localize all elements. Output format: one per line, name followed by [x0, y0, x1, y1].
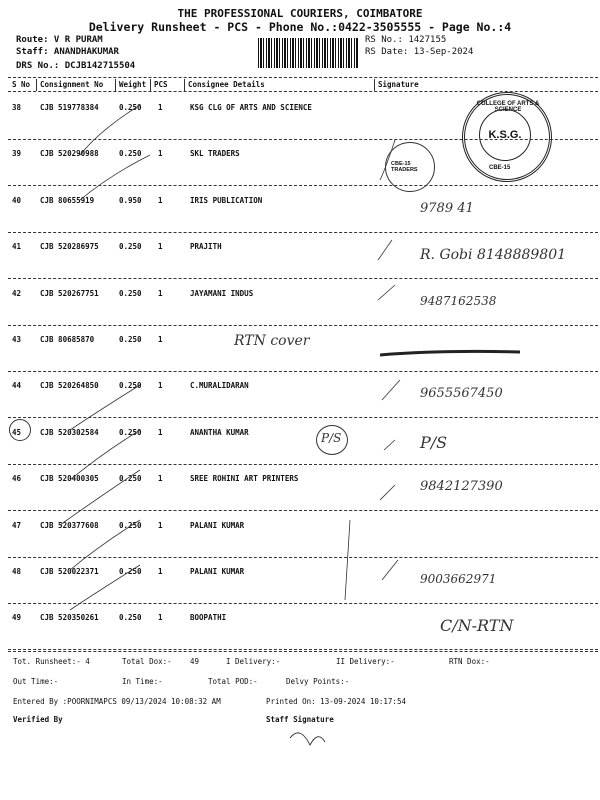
stamp-ring-top: COLLEGE OF ARTS & SCIENCE — [476, 101, 540, 113]
row-consignee: SREE ROHINI ART PRINTERS — [190, 474, 299, 484]
row-pcs: 1 — [158, 103, 163, 112]
footer-divider — [8, 651, 598, 652]
row-consignment-no: CJB 520267751 — [40, 288, 99, 298]
col-signature: Signature — [378, 80, 419, 89]
row-signature: P/S — [420, 432, 448, 452]
row-weight: 0.250 — [119, 335, 142, 344]
i-delivery: I Delivery:- — [226, 657, 281, 666]
row-pcs: 1 — [158, 520, 163, 530]
row-signature: 9655567450 — [420, 386, 503, 402]
row-consignment-no: CJB 80685870 — [40, 335, 95, 344]
entered-by: Entered By :POORNIMAPCS 09/13/2024 10:08:32 AM — [13, 697, 221, 706]
ps-mark: P/S — [321, 431, 342, 445]
runsheet-subtitle: Delivery Runsheet - PCS - Phone No.:0422-3505555 - Page No.:4 — [88, 20, 512, 34]
staff-label: Staff: ANANDHAKUMAR — [16, 47, 119, 57]
row-sno: 46 — [12, 474, 22, 484]
row-pcs: 1 — [158, 427, 163, 437]
total-dox-label: Total Dox:- — [122, 657, 172, 666]
row-sno: 40 — [12, 195, 22, 205]
row-consignee: PRAJITH — [190, 242, 222, 252]
row-weight: 0.250 — [119, 567, 142, 576]
row-consignee: SKL TRADERS — [190, 149, 240, 159]
row-weight: 0.250 — [119, 474, 142, 484]
rtn-dox: RTN Dox:- — [449, 657, 490, 666]
row-consignment-no: CJB 520286975 — [40, 242, 99, 252]
row-weight: 0.250 — [119, 149, 142, 159]
row-sno: 48 — [12, 567, 22, 576]
row-signature: 9003662971 — [420, 572, 497, 586]
row-consignee: JAYAMANI INDUS — [190, 288, 254, 298]
row-weight: 0.250 — [119, 288, 142, 298]
skl-stamp-text: CBE-15 TRADERS — [391, 161, 418, 173]
row-weight: 0.950 — [119, 195, 142, 205]
row-pcs: 1 — [158, 335, 163, 344]
row-consignment-no: CJB 520290988 — [40, 149, 99, 159]
col-weight: Weight — [119, 80, 147, 89]
row-consignment-no: CJB 520264850 — [40, 381, 99, 391]
stamp-center: K.S.G. — [479, 109, 531, 161]
rtn-cover-note: RTN cover — [234, 333, 310, 349]
row-pcs: 1 — [158, 474, 163, 484]
drs-number: DRS No.: DCJB142715504 — [16, 61, 136, 71]
row-consignment-no: CJB 80655919 — [40, 195, 95, 205]
row-weight: 0.250 — [119, 613, 142, 623]
row-sno: 47 — [12, 520, 22, 530]
row-consignee: ANANTHA KUMAR — [190, 427, 249, 437]
out-time: Out Time:- — [13, 677, 59, 686]
row-weight: 0.250 — [119, 427, 142, 437]
row-weight: 0.250 — [119, 381, 142, 391]
row-signature: R. Gobi 8148889801 — [420, 247, 567, 264]
staff-signature: Staff Signature — [266, 715, 334, 724]
row-sno: 43 — [12, 335, 22, 344]
total-pod: Total POD:- — [208, 677, 258, 686]
row-weight: 0.250 — [119, 103, 142, 112]
row-sno: 49 — [12, 613, 22, 623]
row-consignee: PALANI KUMAR — [190, 520, 245, 530]
rs-date: RS Date: 13-Sep-2024 — [365, 47, 474, 57]
row-sno: 44 — [12, 381, 22, 391]
tot-runsheet: Tot. Runsheet:- 4 — [13, 657, 90, 666]
row-consignee: PALANI KUMAR — [190, 567, 245, 576]
row-consignment-no: CJB 519778384 — [40, 103, 99, 112]
row-sno: 38 — [12, 103, 22, 112]
row-weight: 0.250 — [119, 520, 142, 530]
row-consignee: IRIS PUBLICATION — [190, 195, 263, 205]
row-pcs: 1 — [158, 242, 163, 252]
row-sno: 39 — [12, 149, 22, 159]
row-sno: 41 — [12, 242, 22, 252]
row-pcs: 1 — [158, 195, 163, 205]
delvy-points: Delvy Points:- — [286, 677, 350, 686]
row-consignment-no: CJB 520400305 — [40, 474, 99, 484]
verified-by: Verified By — [13, 715, 63, 724]
printed-on: Printed On: 13-09-2024 10:17:54 — [266, 697, 406, 706]
row-signature: 9487162538 — [420, 293, 497, 308]
total-dox-value: 49 — [190, 657, 200, 666]
rs-number: RS No.: 1427155 — [365, 35, 447, 45]
row-pcs: 1 — [158, 567, 163, 576]
row-signature: C/N-RTN — [440, 616, 514, 636]
row-consignee: C.MURALIDARAN — [190, 381, 249, 391]
row-pcs: 1 — [158, 381, 163, 391]
row-consignee: KSG CLG OF ARTS AND SCIENCE — [190, 103, 312, 112]
row-signature: 9842127390 — [420, 479, 503, 495]
row-sno: 42 — [12, 288, 22, 298]
company-name: THE PROFESSIONAL COURIERS, COIMBATORE — [177, 7, 423, 20]
row-pcs: 1 — [158, 149, 163, 159]
row-pcs: 1 — [158, 288, 163, 298]
col-consignment: Consignment No — [40, 80, 104, 89]
col-pcs: PCS — [154, 80, 168, 89]
ii-delivery: II Delivery:- — [336, 657, 395, 666]
row-signature: 9789 41 — [420, 200, 474, 216]
row-consignment-no: CJB 520350261 — [40, 613, 99, 623]
row-pcs: 1 — [158, 613, 163, 623]
stamp-ring-bottom: CBE-15 — [489, 165, 511, 171]
row-weight: 0.250 — [119, 242, 142, 252]
col-sno: S No — [12, 80, 31, 89]
route-label: Route: V R PURAM — [16, 35, 103, 45]
row-consignment-no: CJB 520377608 — [40, 520, 99, 530]
row-consignee: BOOPATHI — [190, 613, 227, 623]
row-sno: 45 — [12, 427, 22, 437]
col-consignee: Consignee Details — [188, 80, 265, 89]
row-consignment-no: CJB 520022371 — [40, 567, 99, 576]
row-consignment-no: CJB 520302584 — [40, 427, 99, 437]
in-time: In Time:- — [122, 677, 163, 686]
